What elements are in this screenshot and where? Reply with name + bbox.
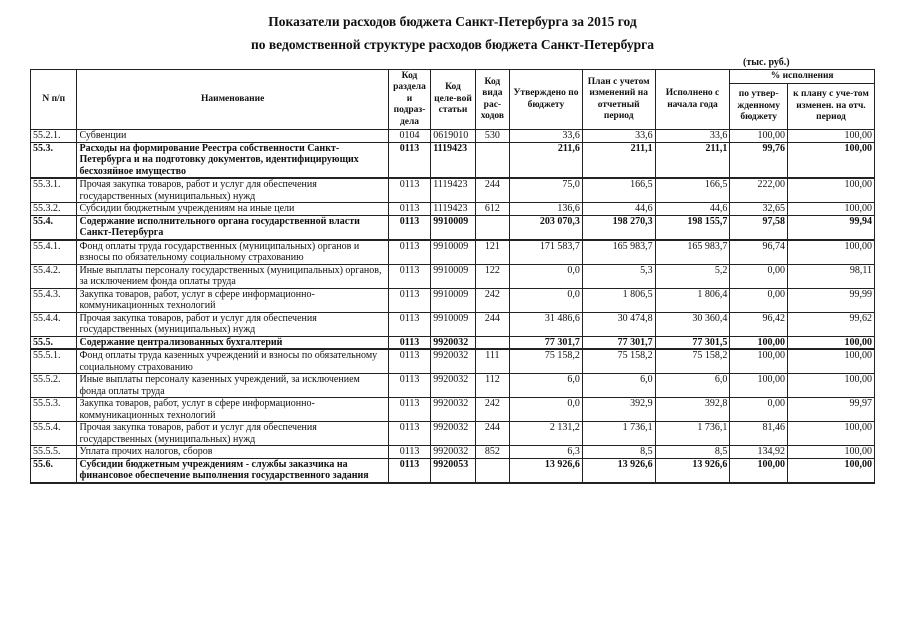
- cell-num: 55.3.: [31, 142, 77, 178]
- cell-num: 55.3.2.: [31, 203, 77, 216]
- cell-razdel: 0113: [388, 336, 430, 349]
- cell-name: Иные выплаты персоналу государственных (муниципальных) органов, за исключением фонда оплаты труда: [77, 264, 388, 288]
- cell-pct-plan: 98,11: [788, 264, 875, 288]
- cell-statya: 9920032: [431, 398, 475, 422]
- table-row: [31, 374, 875, 398]
- cell-num: 55.5.1.: [31, 349, 77, 374]
- col-plan-header: План с учетом изменений на отчетный период: [582, 70, 655, 130]
- cell-pct-plan: 100,00: [788, 178, 875, 203]
- cell-statya: 1119423: [431, 203, 475, 216]
- col-name-header: Наименование: [77, 70, 388, 130]
- table-row: [31, 422, 875, 446]
- cell-approved: 6,0: [510, 374, 583, 398]
- cell-approved: 6,3: [510, 446, 583, 459]
- cell-num: 55.5.2.: [31, 374, 77, 398]
- cell-vid: 244: [475, 422, 509, 446]
- cell-razdel: 0104: [388, 130, 430, 143]
- cell-pct-approved: 0,00: [730, 288, 788, 312]
- cell-pct-approved: 96,74: [730, 240, 788, 265]
- cell-statya: 9910009: [431, 215, 475, 240]
- cell-plan: 165 983,7: [582, 240, 655, 265]
- cell-approved: 2 131,2: [510, 422, 583, 446]
- cell-num: 55.3.1.: [31, 178, 77, 203]
- cell-plan: 1 806,5: [582, 288, 655, 312]
- cell-pct-plan: 99,97: [788, 398, 875, 422]
- cell-vid: 111: [475, 349, 509, 374]
- budget-table: [30, 69, 875, 484]
- cell-pct-approved: 100,00: [730, 374, 788, 398]
- cell-executed: 6,0: [655, 374, 730, 398]
- col-pct-plan-header: к плану с уче-том изменен. на отч. период: [788, 84, 875, 130]
- cell-name: Прочая закупка товаров, работ и услуг для обеспечения государственных (муниципальных) нужд: [77, 422, 388, 446]
- cell-vid: 121: [475, 240, 509, 265]
- page-title: Показатели расходов бюджета Санкт-Петербурга за 2015 год: [268, 14, 637, 29]
- cell-plan: 77 301,7: [582, 336, 655, 349]
- col-pct-group-header: % исполнения: [730, 70, 875, 84]
- cell-approved: 211,6: [510, 142, 583, 178]
- cell-name: Уплата прочих налогов, сборов: [77, 446, 388, 459]
- cell-statya: 9910009: [431, 240, 475, 265]
- cell-pct-plan: 100,00: [788, 349, 875, 374]
- page-subtitle: по ведомственной структуре расходов бюджета Санкт-Петербурга: [250, 37, 655, 52]
- cell-vid: 242: [475, 398, 509, 422]
- cell-razdel: 0113: [388, 422, 430, 446]
- cell-approved: 13 926,6: [510, 458, 583, 483]
- cell-statya: 9920053: [431, 458, 475, 483]
- cell-approved: 75,0: [510, 178, 583, 203]
- cell-vid: 244: [475, 178, 509, 203]
- cell-approved: 77 301,7: [510, 336, 583, 349]
- cell-plan: 8,5: [582, 446, 655, 459]
- cell-name: Субсидии бюджетным учреждениям - службы заказчика на финансовое обеспечение выполнения государственного задания: [77, 458, 388, 483]
- cell-name: Фонд оплаты труда государственных (муниципальных) органов и взносы по обязательному социальному страхованию: [77, 240, 388, 265]
- cell-plan: 44,6: [582, 203, 655, 216]
- cell-statya: 9910009: [431, 264, 475, 288]
- cell-vid: [475, 458, 509, 483]
- col-num-header: N п/п: [31, 70, 77, 130]
- cell-statya: 9910009: [431, 288, 475, 312]
- table-row: [31, 240, 875, 265]
- cell-executed: 392,8: [655, 398, 730, 422]
- table-row: [31, 398, 875, 422]
- cell-executed: 165 983,7: [655, 240, 730, 265]
- cell-approved: 33,6: [510, 130, 583, 143]
- cell-statya: 0619010: [431, 130, 475, 143]
- cell-num: 55.4.3.: [31, 288, 77, 312]
- cell-razdel: 0113: [388, 374, 430, 398]
- cell-pct-approved: 81,46: [730, 422, 788, 446]
- table-row: [31, 446, 875, 459]
- cell-approved: 203 070,3: [510, 215, 583, 240]
- cell-razdel: 0113: [388, 215, 430, 240]
- cell-razdel: 0113: [388, 446, 430, 459]
- cell-plan: 30 474,8: [582, 312, 655, 336]
- table-row: [31, 142, 875, 178]
- cell-executed: 13 926,6: [655, 458, 730, 483]
- cell-razdel: 0113: [388, 240, 430, 265]
- cell-pct-approved: 32,65: [730, 203, 788, 216]
- cell-num: 55.6.: [31, 458, 77, 483]
- cell-name: Субсидии бюджетным учреждениям на иные цели: [77, 203, 388, 216]
- cell-statya: 1119423: [431, 178, 475, 203]
- cell-razdel: 0113: [388, 203, 430, 216]
- cell-executed: 166,5: [655, 178, 730, 203]
- cell-statya: 9920032: [431, 349, 475, 374]
- table-row: [31, 264, 875, 288]
- cell-name: Расходы на формирование Реестра собственности Санкт-Петербурга и на подготовку документов, идентифицирующих бесхозяйное имущество: [77, 142, 388, 178]
- table-row: [31, 130, 875, 143]
- cell-razdel: 0113: [388, 178, 430, 203]
- cell-vid: [475, 336, 509, 349]
- cell-name: Содержание централизованных бухгалтерий: [77, 336, 388, 349]
- col-vid-header: Код вида рас-ходов: [475, 70, 509, 130]
- table-row: [31, 215, 875, 240]
- cell-num: 55.4.2.: [31, 264, 77, 288]
- cell-pct-plan: 100,00: [788, 142, 875, 178]
- cell-vid: 530: [475, 130, 509, 143]
- col-approved-header: Утверждено по бюджету: [510, 70, 583, 130]
- cell-plan: 211,1: [582, 142, 655, 178]
- cell-plan: 33,6: [582, 130, 655, 143]
- cell-plan: 6,0: [582, 374, 655, 398]
- cell-pct-plan: 99,94: [788, 215, 875, 240]
- cell-pct-plan: 100,00: [788, 374, 875, 398]
- cell-pct-approved: 99,76: [730, 142, 788, 178]
- cell-executed: 75 158,2: [655, 349, 730, 374]
- cell-num: 55.5.4.: [31, 422, 77, 446]
- cell-pct-approved: 134,92: [730, 446, 788, 459]
- cell-num: 55.5.: [31, 336, 77, 349]
- cell-num: 55.5.5.: [31, 446, 77, 459]
- cell-pct-approved: 0,00: [730, 398, 788, 422]
- cell-vid: 612: [475, 203, 509, 216]
- cell-pct-approved: 100,00: [730, 336, 788, 349]
- col-razdel-header: Код раздела и подраз-дела: [388, 70, 430, 130]
- cell-executed: 33,6: [655, 130, 730, 143]
- cell-executed: 30 360,4: [655, 312, 730, 336]
- cell-name: Закупка товаров, работ, услуг в сфере информационно-коммуникационных технологий: [77, 288, 388, 312]
- cell-vid: 122: [475, 264, 509, 288]
- cell-executed: 44,6: [655, 203, 730, 216]
- cell-approved: 0,0: [510, 398, 583, 422]
- cell-statya: 9920032: [431, 374, 475, 398]
- cell-approved: 0,0: [510, 288, 583, 312]
- table-row: [31, 203, 875, 216]
- cell-approved: 75 158,2: [510, 349, 583, 374]
- cell-vid: 112: [475, 374, 509, 398]
- table-row: [31, 458, 875, 483]
- cell-statya: 9920032: [431, 446, 475, 459]
- cell-name: Фонд оплаты труда казенных учреждений и взносы по обязательному социальному страхованию: [77, 349, 388, 374]
- cell-pct-plan: 100,00: [788, 458, 875, 483]
- cell-razdel: 0113: [388, 349, 430, 374]
- cell-executed: 77 301,5: [655, 336, 730, 349]
- cell-razdel: 0113: [388, 398, 430, 422]
- cell-pct-plan: 100,00: [788, 422, 875, 446]
- cell-statya: 9910009: [431, 312, 475, 336]
- cell-name: Закупка товаров, работ, услуг в сфере информационно-коммуникационных технологий: [77, 398, 388, 422]
- cell-statya: 1119423: [431, 142, 475, 178]
- cell-name: Прочая закупка товаров, работ и услуг для обеспечения государственных (муниципальных) нужд: [77, 312, 388, 336]
- cell-pct-plan: 100,00: [788, 203, 875, 216]
- cell-razdel: 0113: [388, 142, 430, 178]
- cell-name: Прочая закупка товаров, работ и услуг для обеспечения государственных (муниципальных) нужд: [77, 178, 388, 203]
- cell-approved: 136,6: [510, 203, 583, 216]
- cell-pct-plan: 100,00: [788, 240, 875, 265]
- cell-plan: 392,9: [582, 398, 655, 422]
- cell-pct-approved: 0,00: [730, 264, 788, 288]
- cell-num: 55.4.1.: [31, 240, 77, 265]
- cell-executed: 211,1: [655, 142, 730, 178]
- cell-razdel: 0113: [388, 288, 430, 312]
- cell-approved: 171 583,7: [510, 240, 583, 265]
- cell-pct-approved: 100,00: [730, 130, 788, 143]
- cell-num: 55.5.3.: [31, 398, 77, 422]
- cell-executed: 198 155,7: [655, 215, 730, 240]
- col-pct-approved-header: по утвер-жденному бюджету: [730, 84, 788, 130]
- table-row: [31, 178, 875, 203]
- col-statya-header: Код целе-вой статьи: [431, 70, 475, 130]
- cell-pct-approved: 100,00: [730, 458, 788, 483]
- cell-num: 55.2.1.: [31, 130, 77, 143]
- cell-vid: 852: [475, 446, 509, 459]
- cell-razdel: 0113: [388, 458, 430, 483]
- cell-pct-approved: 222,00: [730, 178, 788, 203]
- cell-pct-plan: 100,00: [788, 446, 875, 459]
- cell-plan: 13 926,6: [582, 458, 655, 483]
- cell-statya: 9920032: [431, 336, 475, 349]
- table-row: [31, 312, 875, 336]
- cell-vid: [475, 142, 509, 178]
- cell-name: Иные выплаты персоналу казенных учреждений, за исключением фонда оплаты труда: [77, 374, 388, 398]
- cell-plan: 75 158,2: [582, 349, 655, 374]
- col-executed-header: Исполнено с начала года: [655, 70, 730, 130]
- cell-pct-plan: 100,00: [788, 336, 875, 349]
- cell-vid: 244: [475, 312, 509, 336]
- table-row: [31, 349, 875, 374]
- cell-plan: 198 270,3: [582, 215, 655, 240]
- units-label: (тыс. руб.): [743, 57, 790, 68]
- cell-razdel: 0113: [388, 264, 430, 288]
- cell-plan: 166,5: [582, 178, 655, 203]
- cell-num: 55.4.: [31, 215, 77, 240]
- table-row: [31, 288, 875, 312]
- cell-pct-plan: 100,00: [788, 130, 875, 143]
- cell-pct-approved: 100,00: [730, 349, 788, 374]
- cell-razdel: 0113: [388, 312, 430, 336]
- cell-pct-plan: 99,62: [788, 312, 875, 336]
- cell-approved: 31 486,6: [510, 312, 583, 336]
- cell-num: 55.4.4.: [31, 312, 77, 336]
- cell-vid: [475, 215, 509, 240]
- cell-executed: 1 736,1: [655, 422, 730, 446]
- cell-approved: 0,0: [510, 264, 583, 288]
- cell-name: Содержание исполнительного органа государственной власти Санкт-Петербурга: [77, 215, 388, 240]
- cell-executed: 5,2: [655, 264, 730, 288]
- cell-pct-approved: 97,58: [730, 215, 788, 240]
- cell-plan: 5,3: [582, 264, 655, 288]
- cell-pct-plan: 99,99: [788, 288, 875, 312]
- cell-vid: 242: [475, 288, 509, 312]
- cell-executed: 8,5: [655, 446, 730, 459]
- cell-pct-approved: 96,42: [730, 312, 788, 336]
- cell-name: Субвенции: [77, 130, 388, 143]
- cell-executed: 1 806,4: [655, 288, 730, 312]
- cell-statya: 9920032: [431, 422, 475, 446]
- cell-plan: 1 736,1: [582, 422, 655, 446]
- table-row: [31, 336, 875, 349]
